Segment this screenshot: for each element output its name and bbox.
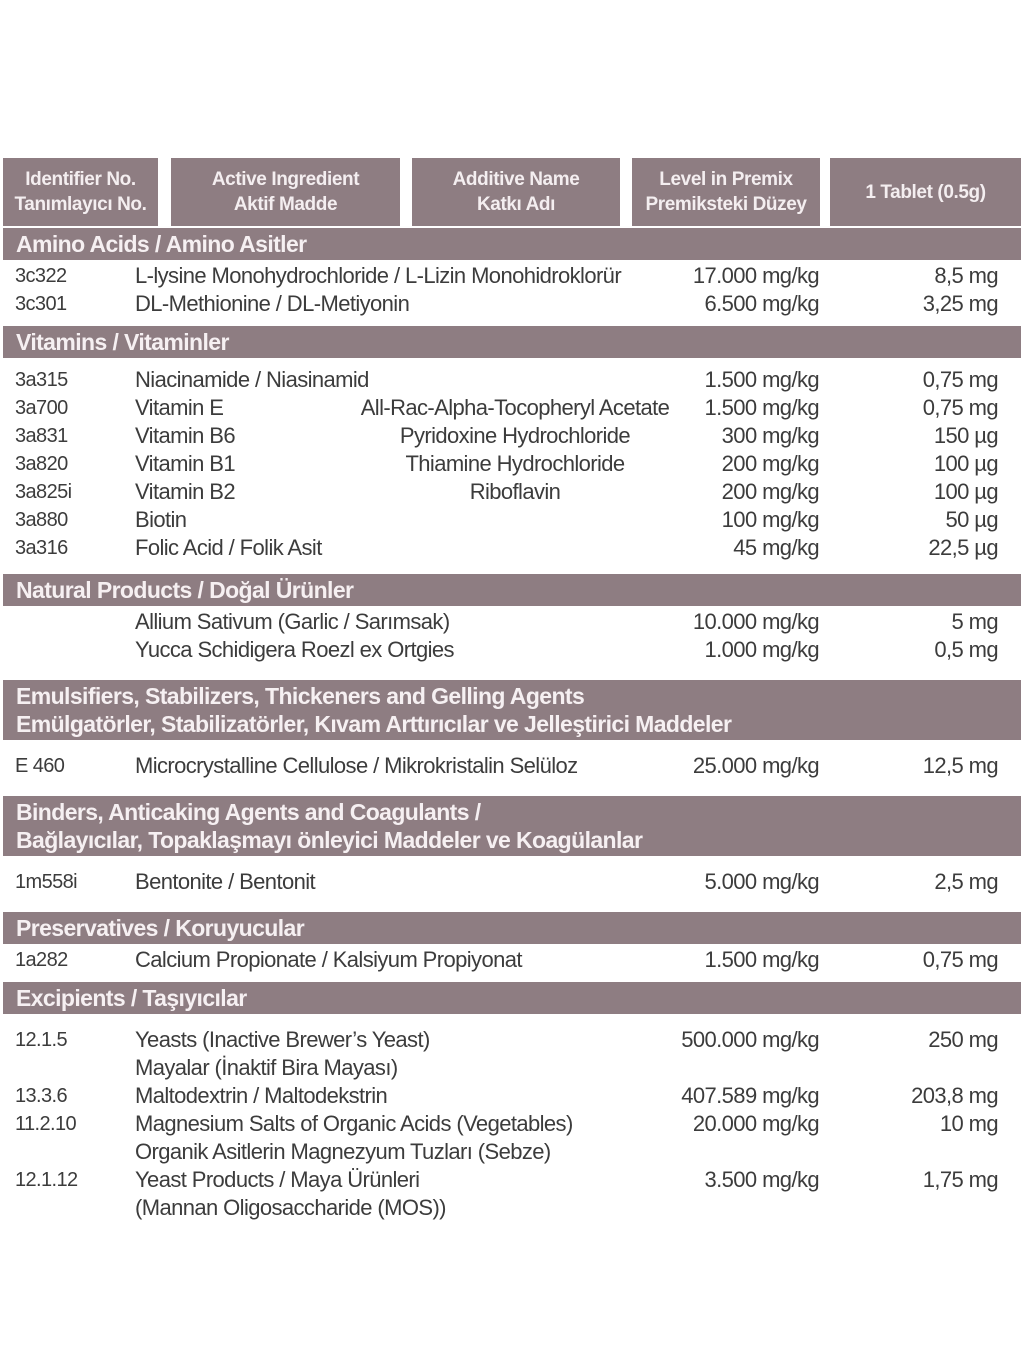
column-header-active-ingredient	[171, 158, 400, 226]
ingredient-cell	[135, 1166, 446, 1222]
additive-cell: Pyridoxine Hydrochloride	[399, 423, 631, 448]
spacer	[3, 564, 1021, 574]
table-row	[3, 366, 1021, 394]
section-header	[3, 326, 1021, 358]
spacer	[3, 1224, 1021, 1230]
table-row	[3, 450, 1021, 478]
tablet-cell: 0,5 mg	[934, 637, 998, 662]
identifier-cell: 3a316	[15, 537, 68, 559]
ingredient-cell	[135, 636, 454, 664]
identifier-cell: 3a825i	[15, 481, 72, 503]
table-row	[3, 478, 1021, 506]
table-row	[3, 290, 1021, 318]
column-header-tr: Katkı Adı	[476, 194, 556, 215]
ingredient-line: Vitamin B1	[135, 451, 235, 476]
level-cell: 45 mg/kg	[733, 535, 819, 560]
spacer	[3, 1014, 1021, 1024]
section-title: Amino Acids / Amino Asitler	[16, 231, 307, 257]
ingredient-line: Organik Asitlerin Magnezyum Tuzları (Sebze)	[135, 1139, 551, 1164]
ingredient-line: Maltodextrin / Maltodekstrin	[135, 1083, 388, 1108]
ingredient-cell	[135, 506, 186, 534]
ingredient-line: Mayalar (İnaktif Bira Mayası)	[135, 1055, 398, 1080]
column-header-tablet	[830, 158, 1021, 226]
identifier-cell: 3c301	[15, 293, 67, 315]
section-title: Natural Products / Doğal Ürünler	[16, 577, 354, 603]
composition-table	[3, 158, 1021, 1230]
ingredient-cell	[135, 450, 235, 478]
column-header-level-in-premix	[632, 158, 820, 226]
level-cell: 6.500 mg/kg	[704, 291, 819, 316]
ingredient-line: Microcrystalline Cellulose / Mikrokristalin Selüloz	[135, 753, 578, 778]
table-body	[3, 228, 1021, 1230]
ingredient-cell	[135, 534, 322, 562]
level-cell: 1.500 mg/kg	[704, 947, 819, 972]
level-cell: 500.000 mg/kg	[681, 1027, 819, 1052]
tablet-cell: 5 mg	[951, 609, 998, 634]
tablet-cell: 100 µg	[933, 479, 998, 504]
column-header-en: Additive Name	[452, 169, 580, 190]
column-header-en: Active Ingredient	[211, 169, 360, 190]
table-row	[3, 1166, 1021, 1222]
identifier-cell: 1a282	[15, 949, 68, 971]
column-header-en: Identifier No.	[25, 169, 136, 190]
level-cell: 1.500 mg/kg	[704, 395, 819, 420]
spacer	[3, 666, 1021, 680]
ingredient-line: Bentonite / Bentonit	[135, 869, 316, 894]
section-title: Excipients / Taşıyıcılar	[16, 985, 247, 1011]
tablet-cell: 2,5 mg	[934, 869, 998, 894]
additive-cell: Riboflavin	[469, 479, 561, 504]
table-row	[3, 422, 1021, 450]
ingredient-line: Biotin	[135, 507, 187, 532]
ingredient-cell	[135, 868, 315, 896]
level-cell: 10.000 mg/kg	[692, 609, 819, 634]
section-title: Emulsifiers, Stabilizers, Thickeners and Gelling Agents	[16, 683, 585, 709]
identifier-cell: 12.1.5	[15, 1029, 68, 1051]
table-row	[3, 1110, 1021, 1166]
section-rows	[3, 606, 1021, 666]
identifier-cell: 1m558i	[15, 871, 77, 893]
additive-cell: Thiamine Hydrochloride	[405, 451, 625, 476]
tablet-cell: 203,8 mg	[911, 1083, 998, 1108]
identifier-cell: 3a700	[15, 397, 68, 419]
identifier-cell: 3a315	[15, 369, 68, 391]
level-cell: 20.000 mg/kg	[692, 1111, 819, 1136]
identifier-cell: 3c322	[15, 265, 67, 287]
tablet-cell: 50 µg	[945, 507, 998, 532]
section-title: Preservatives / Koruyucular	[16, 915, 305, 941]
ingredient-line: Niacinamide / Niasinamid	[135, 367, 369, 392]
ingredient-cell	[135, 422, 235, 450]
ingredient-cell	[135, 946, 522, 974]
identifier-cell: 12.1.12	[15, 1169, 78, 1191]
level-cell: 200 mg/kg	[721, 451, 819, 476]
section-rows	[3, 944, 1021, 976]
level-cell: 100 mg/kg	[721, 507, 819, 532]
section-header	[3, 912, 1021, 944]
section-header	[3, 228, 1021, 260]
spacer	[3, 898, 1021, 912]
additive-cell: All-Rac-Alpha-Tocopheryl Acetate	[360, 395, 670, 420]
ingredient-cell	[135, 262, 621, 290]
ingredient-cell	[135, 366, 369, 394]
ingredient-line: Calcium Propionate / Kalsiyum Propiyonat	[135, 947, 522, 972]
table-header	[3, 158, 1021, 228]
column-header-identifier	[3, 158, 158, 226]
ingredient-line: Yeasts (Inactive Brewer’s Yeast)	[135, 1027, 430, 1052]
column-header-additive-name	[412, 158, 620, 226]
section-title: Emülgatörler, Stabilizatörler, Kıvam Arttırıcılar ve Jelleştirici Maddeler	[16, 711, 732, 737]
section-header	[3, 680, 1021, 740]
section-title: Bağlayıcılar, Topaklaşmayı önleyici Maddeler ve Koagülanlar	[16, 827, 643, 853]
section-rows	[3, 866, 1021, 898]
identifier-cell: 13.3.6	[15, 1085, 68, 1107]
table-row	[3, 608, 1021, 636]
tablet-cell: 0,75 mg	[922, 367, 998, 392]
tablet-cell: 1,75 mg	[922, 1167, 998, 1192]
level-cell: 407.589 mg/kg	[681, 1083, 819, 1108]
column-header-tr: Aktif Madde	[233, 194, 338, 215]
level-cell: 300 mg/kg	[721, 423, 819, 448]
level-cell: 1.500 mg/kg	[704, 367, 819, 392]
level-cell: 3.500 mg/kg	[704, 1167, 819, 1192]
ingredient-line: Folic Acid / Folik Asit	[135, 535, 322, 560]
table-row	[3, 868, 1021, 896]
ingredient-line: Magnesium Salts of Organic Acids (Vegetables)	[135, 1111, 573, 1136]
ingredient-cell	[135, 290, 409, 318]
ingredient-line: (Mannan Oligosaccharide (MOS))	[135, 1195, 446, 1220]
tablet-cell: 10 mg	[939, 1111, 998, 1136]
table-row	[3, 1082, 1021, 1110]
column-header-en: 1 Tablet (0.5g)	[865, 181, 986, 203]
identifier-cell: 3a820	[15, 453, 68, 475]
table-row	[3, 394, 1021, 422]
table-row	[3, 946, 1021, 974]
level-cell: 5.000 mg/kg	[704, 869, 819, 894]
ingredient-cell	[135, 1110, 573, 1166]
section-header	[3, 982, 1021, 1014]
section-title: Vitamins / Vitaminler	[16, 329, 229, 355]
tablet-cell: 0,75 mg	[922, 395, 998, 420]
tablet-cell: 12,5 mg	[922, 753, 998, 778]
ingredient-line: DL-Methionine / DL-Metiyonin	[135, 291, 410, 316]
ingredient-line: Yucca Schidigera Roezl ex Ortgies	[135, 637, 454, 662]
ingredient-cell	[135, 1026, 430, 1082]
ingredient-line: Yeast Products / Maya Ürünleri	[135, 1167, 420, 1192]
column-header-en: Level in Premix	[659, 169, 793, 190]
section-rows	[3, 364, 1021, 564]
ingredient-cell	[135, 1082, 387, 1110]
identifier-cell: 3a831	[15, 425, 68, 447]
section-rows	[3, 260, 1021, 320]
tablet-cell: 100 µg	[933, 451, 998, 476]
ingredient-cell	[135, 478, 235, 506]
identifier-cell: 3a880	[15, 509, 68, 531]
tablet-cell: 3,25 mg	[922, 291, 998, 316]
section-header	[3, 796, 1021, 856]
level-cell: 1.000 mg/kg	[704, 637, 819, 662]
tablet-cell: 250 mg	[928, 1027, 998, 1052]
section-header	[3, 574, 1021, 606]
level-cell: 200 mg/kg	[721, 479, 819, 504]
table-row	[3, 752, 1021, 780]
column-header-tr: Tanımlayıcı No.	[14, 194, 147, 215]
section-rows	[3, 750, 1021, 782]
table-row	[3, 534, 1021, 562]
ingredient-line: Vitamin E	[135, 395, 224, 420]
tablet-cell: 150 µg	[933, 423, 998, 448]
identifier-cell: E 460	[15, 755, 65, 777]
table-row	[3, 1026, 1021, 1082]
identifier-cell: 11.2.10	[15, 1113, 77, 1135]
table-row	[3, 636, 1021, 664]
ingredient-line: Vitamin B6	[135, 423, 235, 448]
level-cell: 17.000 mg/kg	[692, 263, 819, 288]
spacer	[3, 782, 1021, 796]
section-rows	[3, 1024, 1021, 1224]
section-title: Binders, Anticaking Agents and Coagulants /	[16, 799, 481, 825]
column-header-tr: Premiksteki Düzey	[645, 194, 807, 215]
spacer	[3, 740, 1021, 750]
tablet-cell: 8,5 mg	[934, 263, 998, 288]
tablet-cell: 22,5 µg	[928, 535, 998, 560]
ingredient-cell	[135, 394, 223, 422]
level-cell: 25.000 mg/kg	[692, 753, 819, 778]
tablet-cell: 0,75 mg	[922, 947, 998, 972]
ingredient-cell	[135, 608, 450, 636]
table-row	[3, 506, 1021, 534]
ingredient-cell	[135, 752, 578, 780]
ingredient-line: Allium Sativum (Garlic / Sarımsak)	[135, 609, 450, 634]
spacer	[3, 856, 1021, 866]
ingredient-line: L-lysine Monohydrochloride / L-Lizin Monohidroklorür	[135, 263, 622, 288]
table-row	[3, 262, 1021, 290]
ingredient-line: Vitamin B2	[135, 479, 235, 504]
